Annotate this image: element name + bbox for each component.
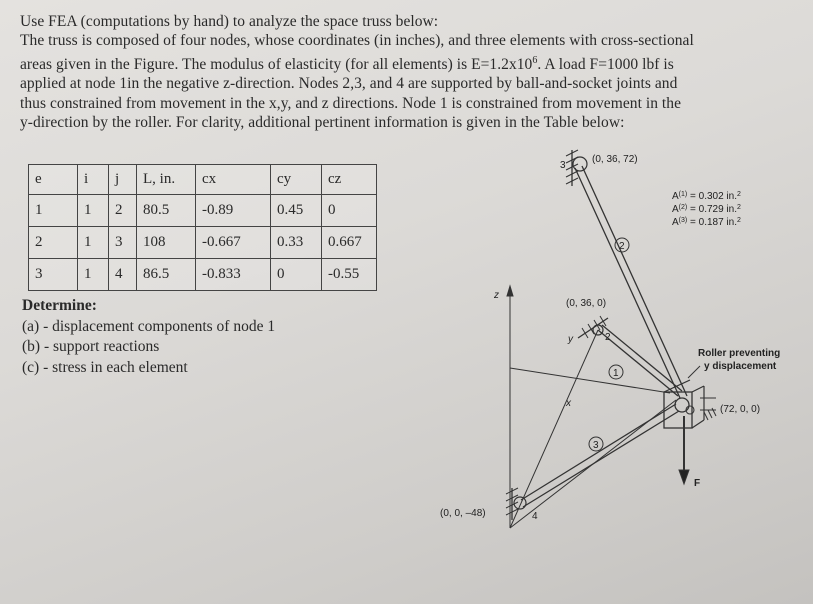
modulus-exponent: 6 [532, 54, 538, 66]
table-cell: -0.667 [196, 227, 271, 259]
table-cell: 3 [109, 227, 137, 259]
table-cell: 0.33 [271, 227, 322, 259]
problem-line-1: Use FEA (computations by hand) to analyze the space truss below: [20, 13, 439, 30]
z-axis-label: z [494, 290, 499, 301]
area-3: $A^{(3)} = 0.187$ in.$^2$ [672, 217, 741, 228]
table-cell: 1 [78, 195, 109, 227]
header-cx: cx [196, 165, 271, 195]
problem-line-3: areas given in the Figure. The modulus of elasticity (for all elements) is $E=1.2x10^6$. A load F=1000 lbf is [20, 54, 674, 73]
y-axis-label: y [568, 334, 573, 345]
problem-line-2: The truss is composed of four nodes, whose coordinates (in inches), and three elements with cross-sectional [20, 32, 694, 50]
header-length: L, in. [137, 165, 196, 195]
task-item-a: (a) - displacement components of node 1 [22, 317, 276, 335]
table-cell: 0.667 [322, 227, 377, 259]
task-item-b: (b) - support reactions [22, 338, 160, 355]
table-cell: 3 [29, 259, 78, 291]
element-2-number: 2 [619, 241, 625, 252]
header-i: i [78, 165, 109, 195]
header-cy: cy [271, 165, 322, 195]
node-2-label: 2 [605, 332, 611, 343]
table-cell: 0 [322, 195, 377, 227]
header-e: e [29, 165, 78, 195]
node-2-coordinate: (0, 36, 0) [566, 298, 607, 309]
problem-line-4: applied at node 1in the negative z-direction. Nodes 2,3, and 4 are supported by ball-and-socket joints and [20, 75, 678, 93]
table-cell: 0.45 [271, 195, 322, 227]
element-3-number: 3 [593, 440, 599, 451]
load-label: F [694, 478, 701, 489]
table-cell: 2 [29, 227, 78, 259]
header-j: j [109, 165, 137, 195]
table-cell: 1 [78, 259, 109, 291]
node-3-support-icon [566, 150, 587, 186]
table-cell: 4 [109, 259, 137, 291]
table-cell: -0.833 [196, 259, 271, 291]
table-cell: 108 [137, 227, 196, 259]
determine-heading: Determine: [22, 297, 97, 314]
node-4-label: 4 [532, 511, 538, 522]
area-1: $A^{(1)} = 0.302$ in.$^2$ [672, 191, 741, 202]
table-cell: -0.55 [322, 259, 377, 291]
element-2-bar [575, 168, 680, 398]
element-3-bar-edge [523, 411, 679, 507]
table-cell: -0.89 [196, 195, 271, 227]
element-1-number: 1 [613, 368, 619, 379]
table-cell: 1 [78, 227, 109, 259]
roller-note-line-1: Roller preventing [698, 348, 781, 359]
z-axis-arrow-icon [507, 286, 513, 296]
task-item-c: (c) - stress in each element [22, 358, 188, 376]
table-cell: 86.5 [137, 259, 196, 291]
node-4-coordinate: (0, 0, –48) [440, 508, 486, 519]
table-cell: 0 [271, 259, 322, 291]
x-axis [510, 368, 670, 393]
node-3-label: 3 [560, 160, 566, 171]
area-2: $A^{(2)} = 0.729$ in.$^2$ [672, 204, 741, 215]
roller-note-line-2: y displacement [704, 361, 777, 372]
problem-line-5: thus constrained from movement in the x,y, and z directions. Node 1 is constrained from movement in the [20, 94, 682, 112]
header-cz: cz [322, 165, 377, 195]
node-1-roller-icon [664, 380, 716, 428]
table-cell: 80.5 [137, 195, 196, 227]
table-cell: 2 [109, 195, 137, 227]
node-3-coordinate: (0, 36, 72) [592, 154, 638, 165]
roller-callout-line [688, 366, 700, 378]
node-1-coordinate: (72, 0, 0) [720, 404, 761, 415]
table-cell: 1 [29, 195, 78, 227]
load-arrowhead-icon [679, 470, 689, 484]
x-axis-label: x [566, 398, 571, 409]
problem-line-6: y-direction by the roller. For clarity, additional pertinent information is given in the Table below: [20, 114, 625, 132]
